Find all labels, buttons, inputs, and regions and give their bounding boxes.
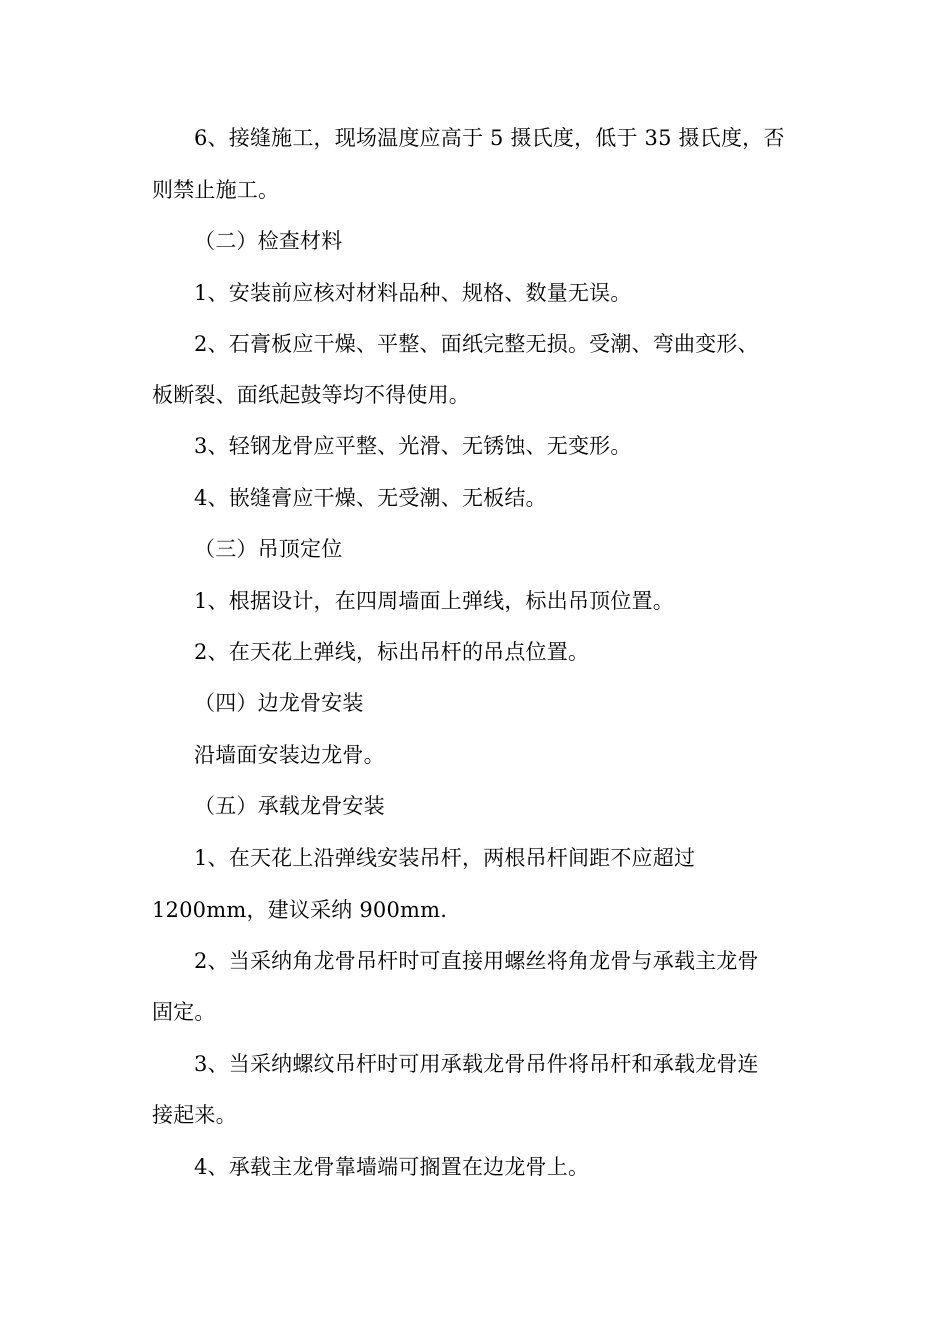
section-heading: （三）吊顶定位 [194,537,343,561]
paragraph-line: 3、轻钢龙骨应平整、光滑、无锈蚀、无变形。 [194,434,632,458]
paragraph-line: 沿墙面安装边龙骨。 [194,743,385,767]
paragraph-line: 4、承载主龙骨靠墙端可搁置在边龙骨上。 [194,1155,590,1179]
section-heading: （二）检查材料 [194,229,343,253]
section-heading: （四）边龙骨安装 [194,691,364,715]
paragraph-line: 3、当采纳螺纹吊杆时可用承载龙骨吊件将吊杆和承载龙骨连 [194,1052,759,1076]
paragraph-line: 1、在天花上沿弹线安装吊杆，两根吊杆间距不应超过 [194,846,696,870]
paragraph-line: 板断裂、面纸起鼓等均不得使用。 [152,383,470,407]
section-heading: （五）承载龙骨安装 [194,794,385,818]
paragraph-line: 2、石膏板应干燥、平整、面纸完整无损。受潮、弯曲变形、 [194,332,759,356]
paragraph-line: 6、接缝施工，现场温度应高于 5 摄氏度，低于 35 摄氏度，否 [194,126,785,150]
paragraph-line: 1、安装前应核对材料品种、规格、数量无误。 [194,281,632,305]
paragraph-line: 1、根据设计，在四周墙面上弹线，标出吊顶位置。 [194,589,674,613]
paragraph-line: 接起来。 [152,1103,237,1127]
paragraph-line: 1200mm，建议采纳 900mm. [152,898,448,922]
paragraph-line: 4、嵌缝膏应干燥、无受潮、无板结。 [194,486,547,510]
paragraph-line: 2、在天花上弹线，标出吊杆的吊点位置。 [194,640,590,664]
paragraph-line: 固定。 [152,1000,216,1024]
paragraph-line: 2、当采纳角龙骨吊杆时可直接用螺丝将角龙骨与承载主龙骨 [194,949,759,973]
paragraph-line: 则禁止施工。 [152,178,280,202]
